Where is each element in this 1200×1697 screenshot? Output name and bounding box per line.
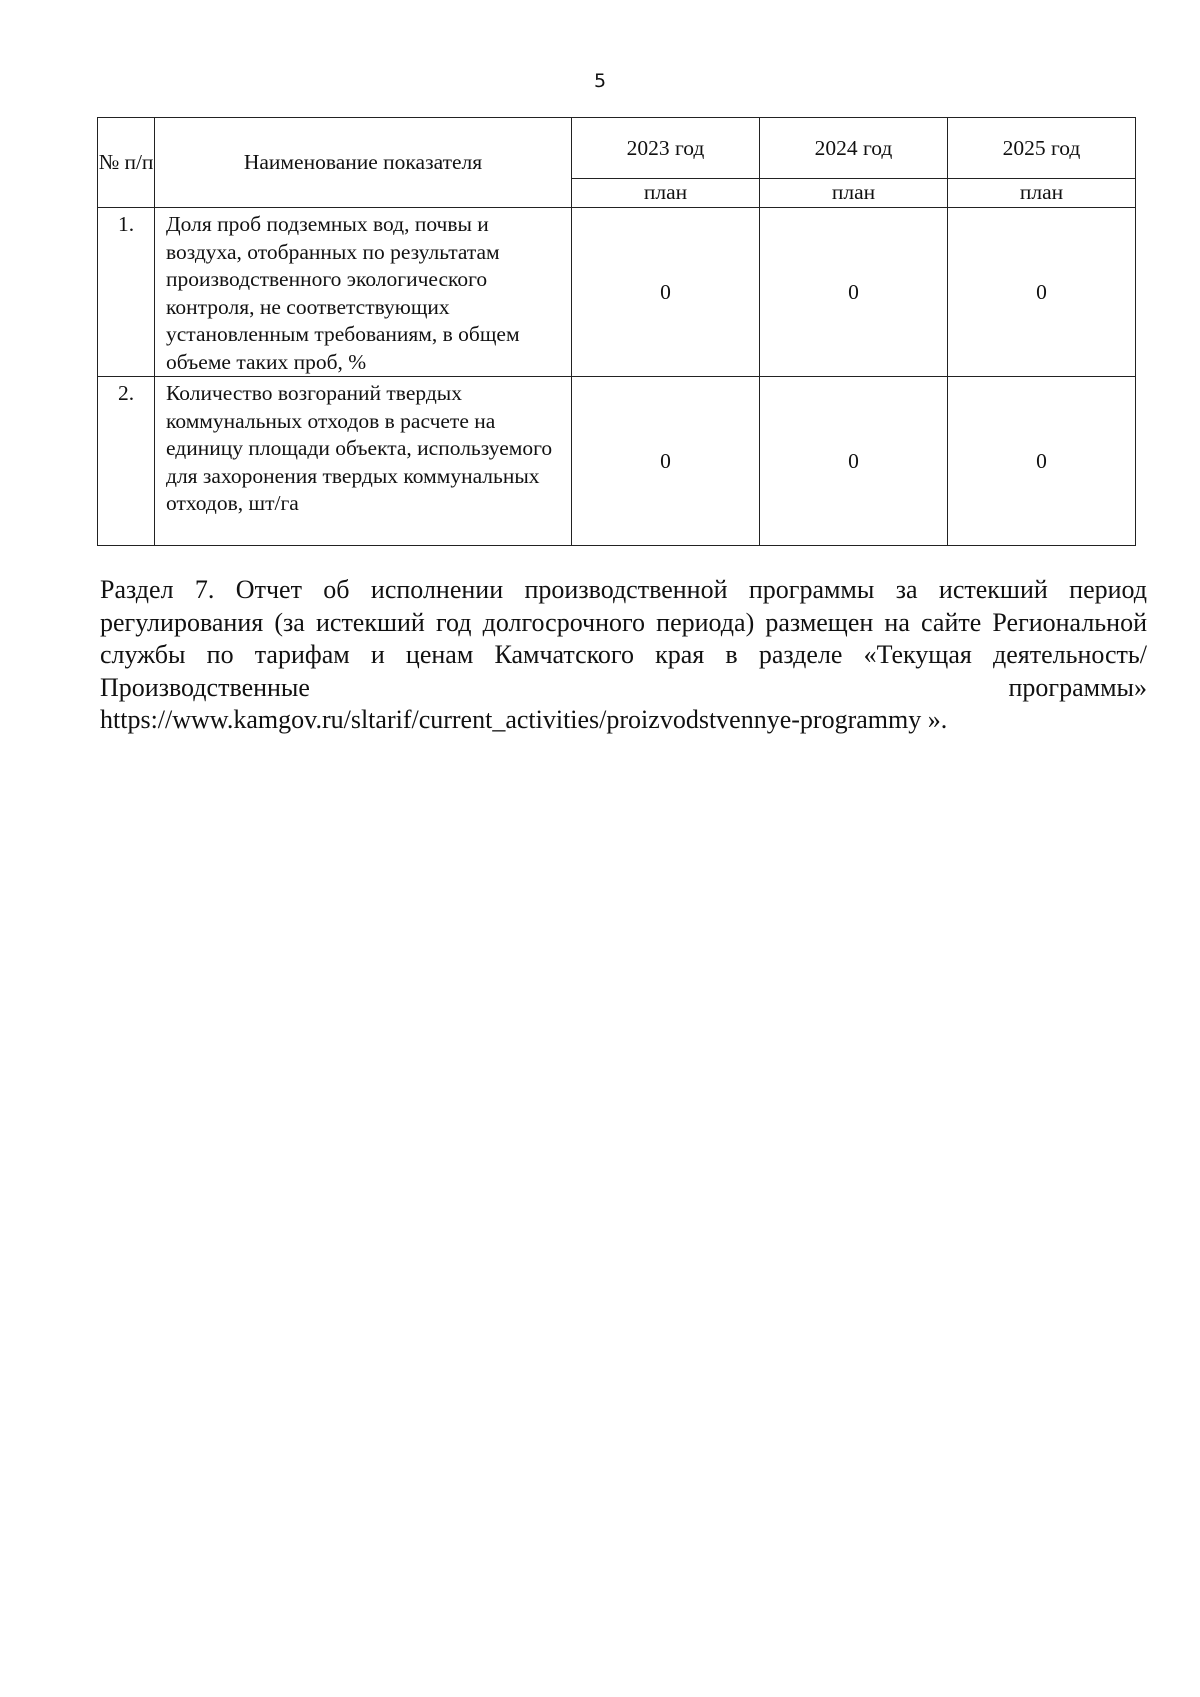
- header-plan: план: [572, 179, 760, 208]
- plan-value-2025: 0: [948, 377, 1136, 546]
- plan-value-2024: 0: [760, 208, 948, 377]
- plan-value-2023: 0: [572, 377, 760, 546]
- header-year-2024: 2024 год: [760, 118, 948, 179]
- row-number: 1.: [98, 208, 155, 377]
- header-year-2025: 2025 год: [948, 118, 1136, 179]
- table-header-row: [98, 118, 1136, 179]
- indicator-name: Доля проб подземных вод, почвы и воздуха, отобранных по результатам производственного экологического контроля, не соответствующих установленным требованиям, в общем объеме таких проб, %: [155, 208, 572, 377]
- plan-value-2023: 0: [572, 208, 760, 377]
- plan-value-2025: 0: [948, 208, 1136, 377]
- header-indicator-name: Наименование показателя: [155, 118, 572, 208]
- section-7-paragraph: Раздел 7. Отчет об исполнении производственной программы за истекший период регулирования (за истекший год долгосрочного периода) размещен на сайте Региональной службы по тарифам и ценам Камчатского края в разделе «Текущая деятельность/Производственные программы» https://www.kamgov.ru/sltarif/current_activities/proizvodstvennye-programmy ».: [100, 575, 1147, 734]
- header-year-2023: 2023 год: [572, 118, 760, 179]
- row-number: 2.: [98, 377, 155, 546]
- header-plan: план: [760, 179, 948, 208]
- indicators-table: [97, 117, 1136, 546]
- header-number: № п/п: [98, 118, 155, 208]
- table-row: [98, 208, 1136, 377]
- indicator-name: Количество возгораний твердых коммунальных отходов в расчете на единицу площади объекта, используемого для захоронения твердых коммунальных отходов, шт/га: [155, 377, 572, 546]
- page-number: 5: [593, 70, 607, 92]
- header-plan: план: [948, 179, 1136, 208]
- table-row: [98, 377, 1136, 546]
- plan-value-2024: 0: [760, 377, 948, 546]
